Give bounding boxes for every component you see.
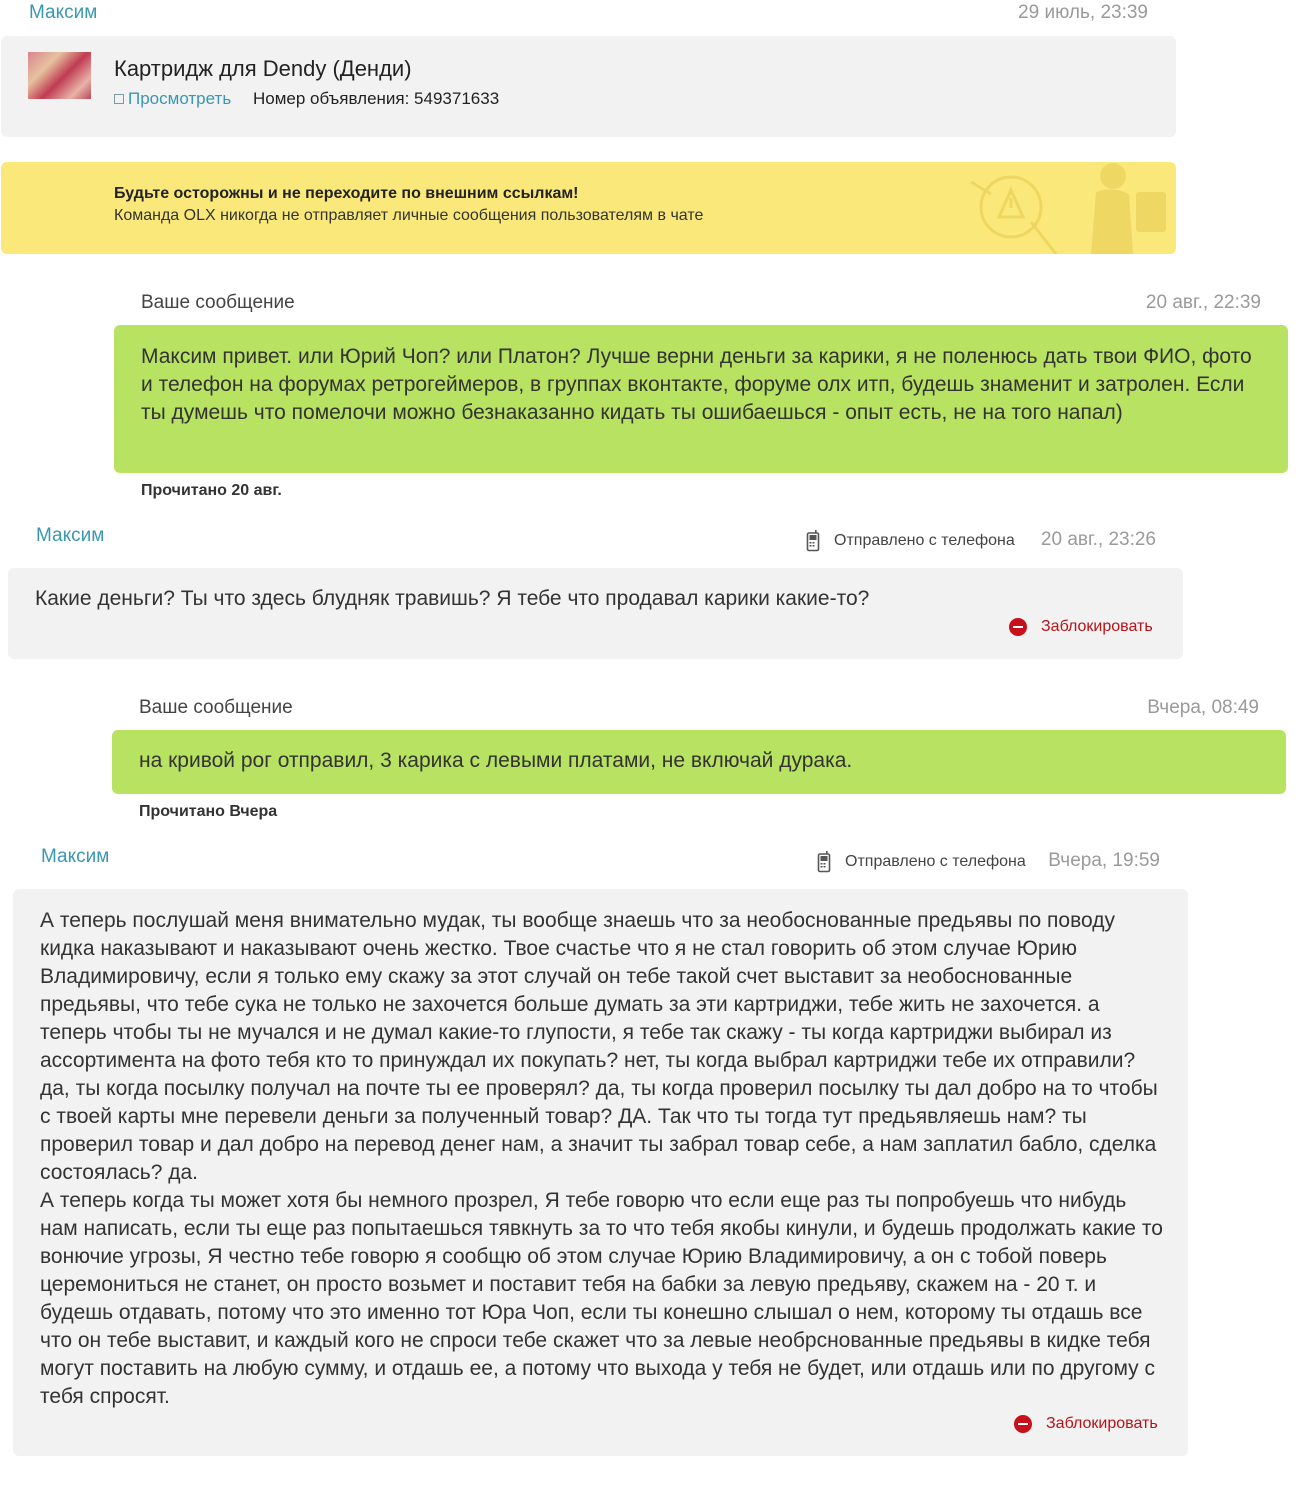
block-icon [1014, 1415, 1032, 1433]
message-text: на кривой рог отправил, 3 карика с левыми платами, не включай дурака. [139, 749, 853, 772]
mobile-phone-icon [817, 851, 831, 873]
block-icon [1009, 618, 1027, 636]
external-link-icon [114, 94, 124, 104]
warning-title: Будьте осторожны и не переходите по внешним ссылкам! [114, 185, 579, 202]
message-date: 29 июль, 23:39 [1018, 2, 1148, 23]
sent-from-phone-label: Отправлено с телефона [845, 853, 1026, 870]
ad-number: Номер объявления: 549371633 [253, 89, 500, 108]
ad-title[interactable]: Картридж для Dendy (Денди) [114, 56, 412, 81]
message-date: 20 авг., 22:39 [1145, 292, 1261, 313]
warning-banner [1, 162, 1176, 254]
ad-card [1, 36, 1176, 137]
ad-view-label: Просмотреть [128, 89, 232, 108]
read-status: Прочитано Вчера [139, 803, 278, 820]
warning-text: Команда OLX никогда не отправляет личные сообщения пользователям в чате [114, 207, 704, 224]
message-date: Вчера, 08:49 [1147, 697, 1259, 718]
own-message-bubble [112, 730, 1286, 794]
ad-view-link[interactable] [114, 89, 231, 109]
own-message-label: Ваше сообщение [139, 697, 293, 718]
sent-from-phone [806, 530, 1015, 552]
warning-illustration-icon [931, 162, 1176, 254]
sender-name[interactable]: Максим [36, 525, 105, 546]
sent-from-phone [817, 851, 1026, 873]
read-status: Прочитано 20 авг. [141, 482, 282, 499]
own-message-bubble [114, 325, 1288, 473]
message-date: 20 авг., 23:26 [1040, 529, 1156, 550]
message-text: Какие деньги? Ты что здесь блудняк травишь? Я тебе что продавал карики какие-то? [35, 587, 870, 610]
incoming-message-bubble [8, 568, 1183, 659]
block-user-label: Заблокировать [1046, 1415, 1158, 1432]
block-user-label: Заблокировать [1041, 618, 1153, 635]
incoming-message-bubble [13, 889, 1188, 1456]
sent-from-phone-label: Отправлено с телефона [834, 532, 1015, 549]
own-message-label: Ваше сообщение [141, 292, 295, 313]
sender-name[interactable]: Максим [29, 2, 98, 23]
sender-name[interactable]: Максим [41, 846, 110, 867]
block-user-link[interactable] [1014, 1415, 1158, 1433]
message-text: А теперь послушай меня внимательно мудак, ты вообще знаешь что за необоснованные предьявы по поводу кидка наказывают и наказывают очень жестко. Твое счастье что я не стал говорить об этом случае Юрию Владимировичу, если я только ему скажу за этот случай он тебе такой счет выставит за необоснованные предьявы, что тебе сука не только не захочется больше думать за эти картриджи, тебе жить не захочется. а теперь чтобы ты не мучался и не думал какие-то глупости, я тебе так скажу - ты когда картриджи выбирал из ассортимента на фото тебя кто то принуждал их покупать? нет, ты когда выбрал картриджи тебе их отправили? да, ты когда посылку получал на почте ты ее проверял? да, ты когда проверил посылку ты дал добро на то чтобы с твоей карты мне перевели деньги за полученный товар? ДА. Так что ты тогда тут предьявляешь нам? ты проверил товар и дал добро на перевод денег нам, а значит ты забрал товар себе, а нам заплатил бабло, сделка состоялась? да. А теперь когда ты может хотя бы немного прозрел, Я тебе говорю что если еще раз ты попробуешь что нибудь нам написать, если ты еще раз попытаешься тявкнуть за то что тебя якобы кинули, и будешь продолжать какие то вонючие угрозы, Я честно тебе говорю я сообщю об этом случае Юрию Владимировичу, а он с тобой поверь церемониться не станет, он просто возьмет и поставит тебя на бабки за левую предьяву, скажем на - 20 т. и будешь отдавать, потому что это именно тот Юра Чоп, если ты конешно слышал о нем, которому ты отдашь все что он тебе выставит, и каждый кого не спроси тебе скажет что за левые необрснованные предьявы в кидке тебя могут поставить на любую сумму, и отдашь ее, а потому что выхода у тебя не будет, или отдашь или по другому с тебя спросят. [40, 909, 1163, 1408]
mobile-phone-icon [806, 530, 820, 552]
block-user-link[interactable] [1009, 618, 1153, 636]
message-text: Максим привет. или Юрий Чоп? или Платон? Лучше верни деньги за карики, я не поленюсь дать твои ФИО, фото и телефон на форумах ретрогеймеров, в группах вконтакте, форуме олх итп, будешь знаменит и затролен. Если ты думешь что помелочи можно безнаказанно кидать ты ошибаешься - опыт есть, не на того напал) [141, 345, 1258, 424]
ad-thumbnail[interactable] [28, 52, 91, 99]
message-date: Вчера, 19:59 [1048, 850, 1160, 871]
